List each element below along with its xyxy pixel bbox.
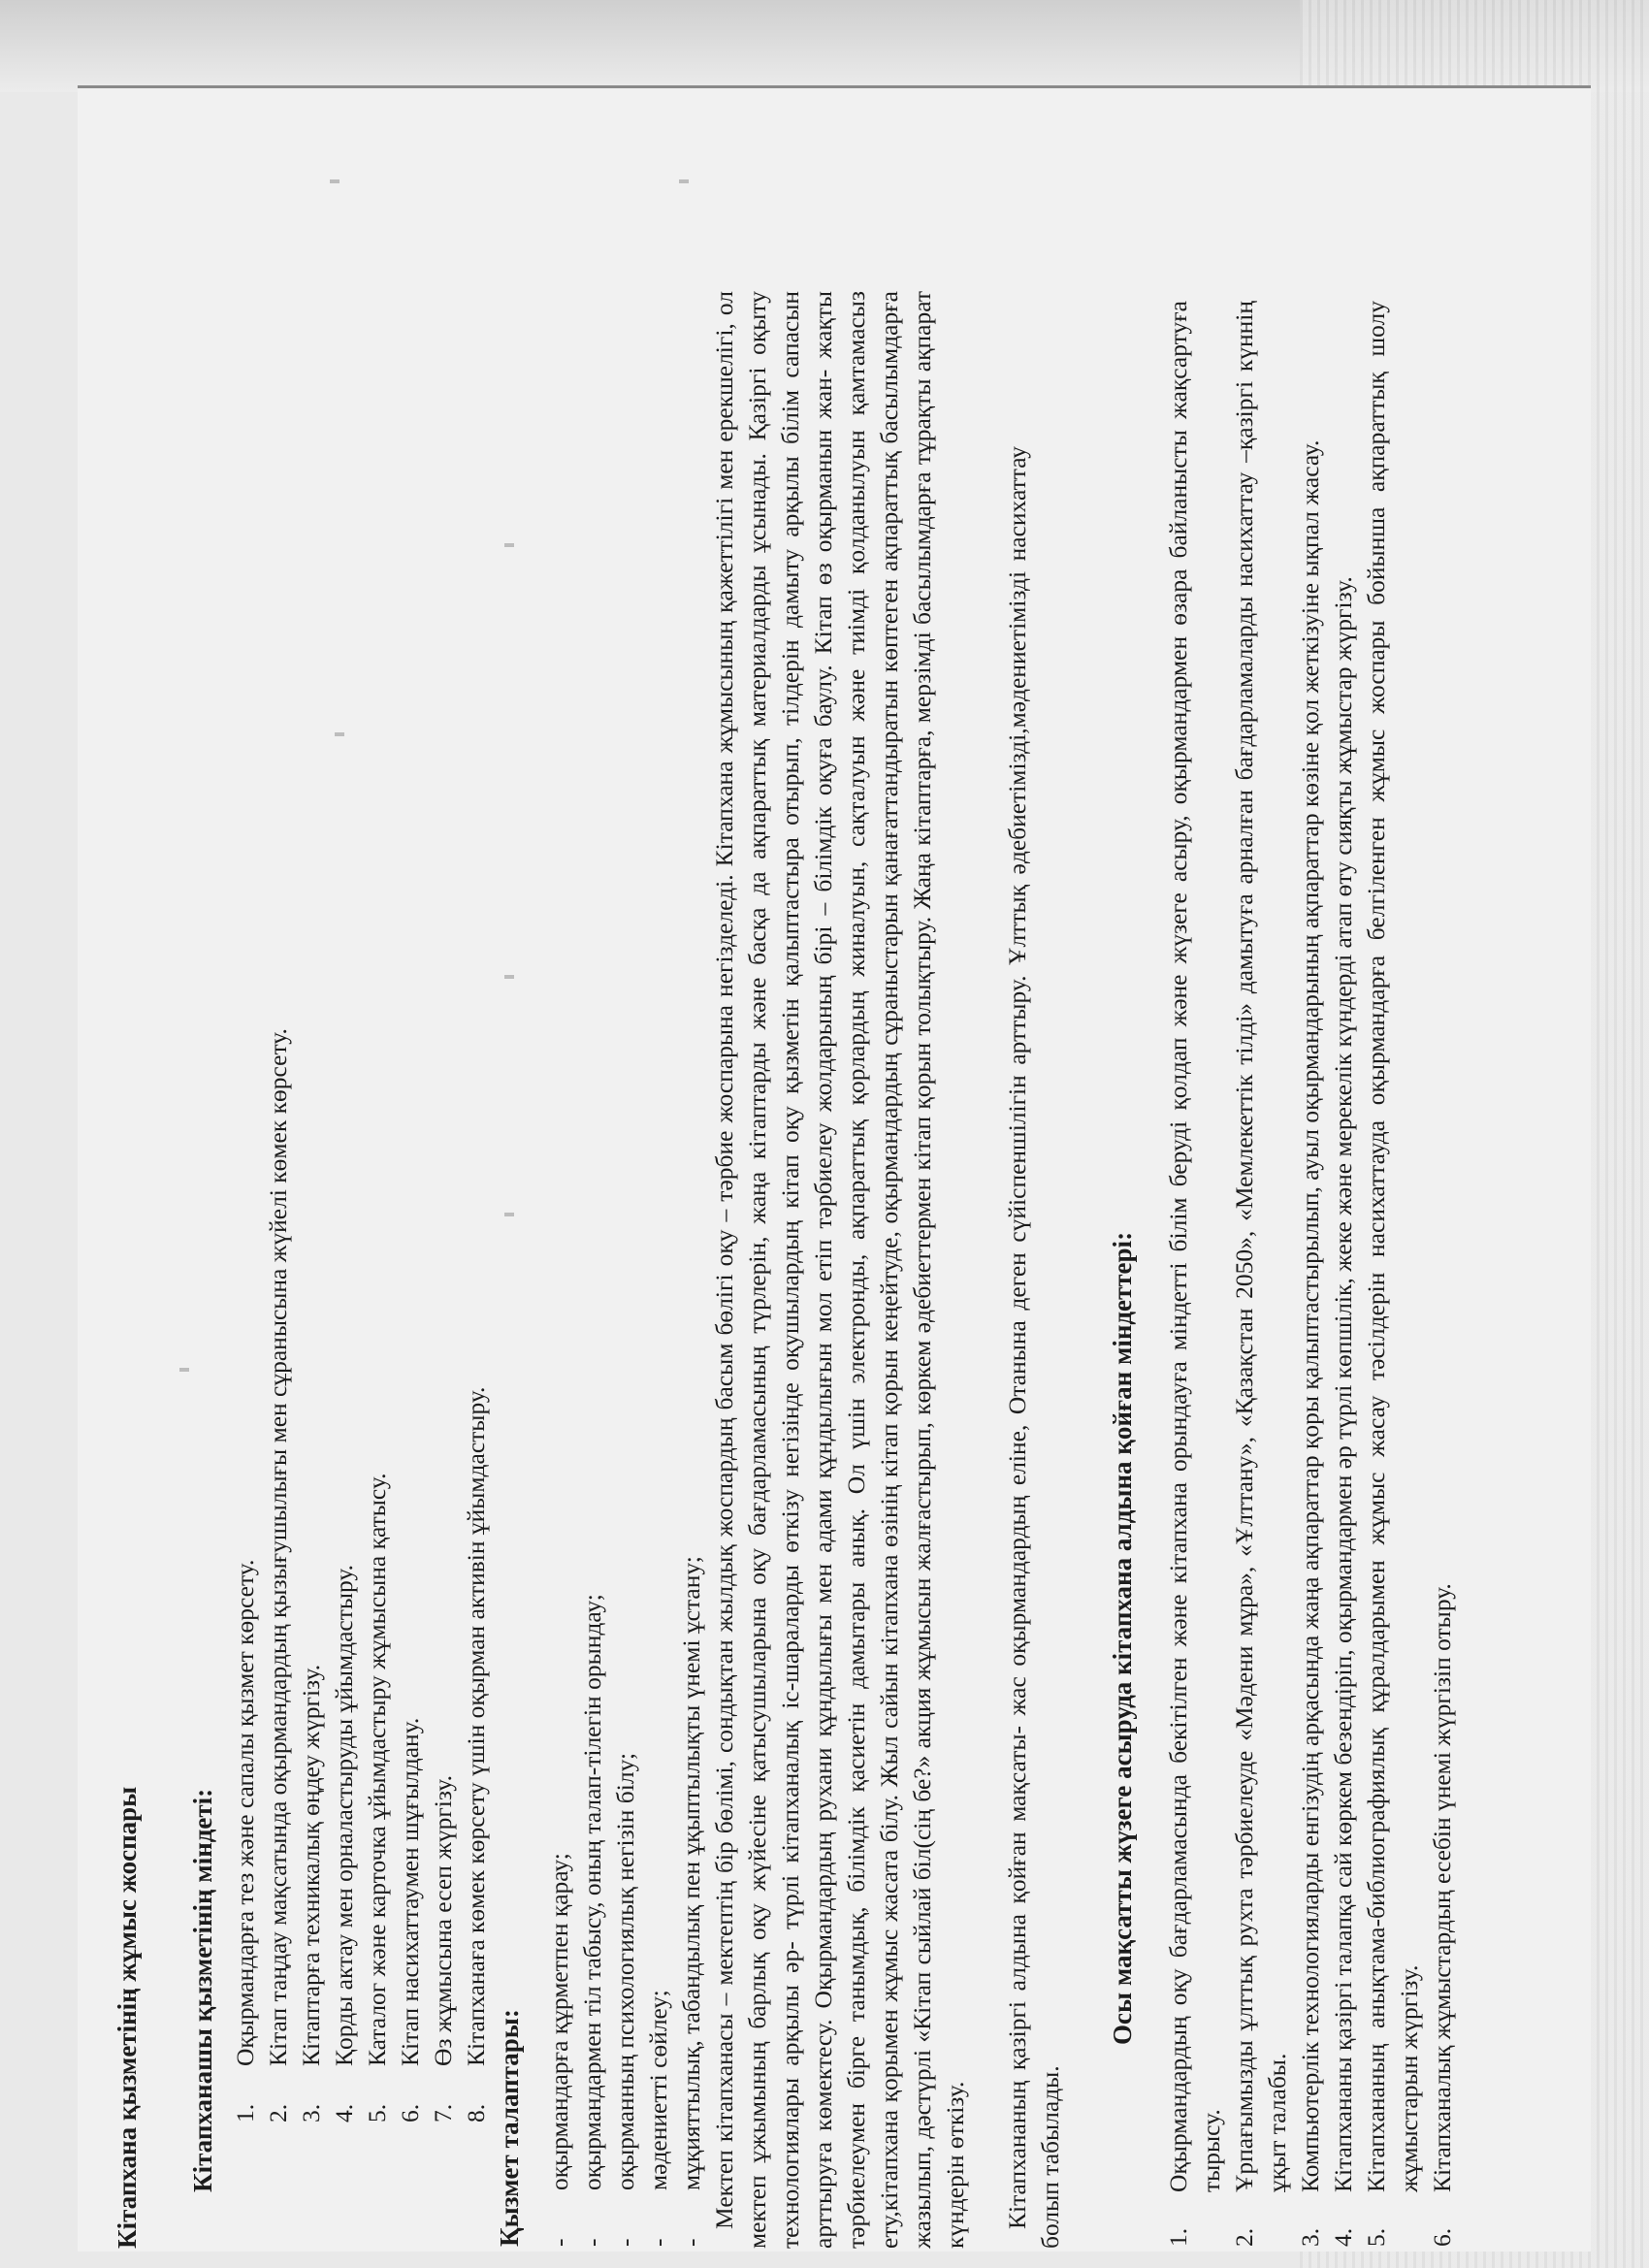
library-goal-paragraph: Кітапхананың қазіргі алдына қойған мақсаты- жас оқырмандардың еліне, Отанына деген сүйіспеншілігін арттыру. Ұлттық әдебиетімізді,мәдениетімізді насихаттау болып табылады. bbox=[1003, 446, 1064, 2249]
item-number: 2. bbox=[1230, 2227, 1258, 2247]
list-item bbox=[262, 78, 295, 2122]
document-title: Кітапхана қызметінің жұмыс жоспары bbox=[113, 1786, 142, 2249]
item-number: 3. bbox=[1296, 2227, 1324, 2247]
rotated-document-body bbox=[97, 78, 1552, 2249]
item-number: 5. bbox=[363, 2103, 391, 2122]
dash-marker: - bbox=[545, 2238, 573, 2247]
list-item bbox=[1162, 301, 1228, 2249]
list-item bbox=[427, 78, 460, 2122]
item-number: 3. bbox=[297, 2103, 325, 2122]
item-text: Кітапхананы қазіргі талапқа сай көркем безендіріп, оқырмандармен әр түрлі көпшілік, жеке және мерекелік күндерді атап өту сияқты жұмыстар жүргізу. bbox=[1329, 576, 1357, 2192]
item-text: оқырманның психологиялық негізін білу; bbox=[611, 1752, 639, 2190]
library-tasks-heading: Осы мақсатты жүзеге асыруда кітапхана алдына қойған міндеттері: bbox=[1108, 1231, 1137, 2045]
list-item bbox=[394, 78, 427, 2122]
item-text: мұқияттылық, табандылық пен ұқыптылықты үнемі ұстану; bbox=[677, 1556, 705, 2190]
item-text: Кітап насихаттаумен шұғылдану. bbox=[396, 1717, 424, 2066]
library-tasks-list bbox=[1162, 78, 1459, 2249]
service-requirements-heading: Қызмет талаптары: bbox=[495, 2009, 524, 2247]
item-number: 2. bbox=[264, 2103, 292, 2122]
list-item bbox=[328, 78, 361, 2122]
list-item bbox=[229, 78, 262, 2122]
list-item bbox=[460, 78, 493, 2122]
list-item bbox=[642, 78, 675, 2247]
librarian-duties-heading: Кітапханашы қызметінің міндеті: bbox=[188, 1788, 217, 2192]
list-item bbox=[675, 78, 708, 2247]
item-text: Компьютерлік технологияларды енгізудің арқасында жаңа ақпараттар қоры қалыптастырылып, ауыл оқырмандарының ақпараттар көзіне қол жеткізуіне ықпал жасау. bbox=[1296, 439, 1324, 2192]
dash-marker: - bbox=[578, 2238, 606, 2247]
item-text: Оқырмандардың оқу бағдарламасында бекітілген және кітапхана орындауға міндетті білім беруді қолдап және жүзеге асыру, оқырмандармен өзара байланысты жақсартуға тырысу. bbox=[1164, 301, 1225, 2192]
item-number: 1. bbox=[1164, 2227, 1192, 2247]
dash-marker: - bbox=[611, 2238, 639, 2247]
list-item bbox=[1294, 301, 1327, 2249]
item-number: 5. bbox=[1362, 2227, 1390, 2247]
item-text: Кітапхананың анықтама-библиографиялық құралдарымен жұмыс жасау тәсілдерін насихаттауда оқырмандарға белгіленген жұмыс жоспары бойынша ақпараттық шолу жұмыстарын жүргізу. bbox=[1362, 301, 1423, 2192]
item-number: 4. bbox=[1329, 2227, 1357, 2247]
item-text: Кітаптарға техникалық өңдеу жүргізу. bbox=[297, 1664, 325, 2066]
service-requirements-list bbox=[543, 78, 708, 2249]
item-number: 6. bbox=[396, 2103, 424, 2122]
list-item bbox=[1426, 301, 1459, 2249]
item-number: 7. bbox=[429, 2103, 457, 2122]
list-item bbox=[576, 78, 609, 2247]
item-number: 6. bbox=[1428, 2227, 1456, 2247]
list-item bbox=[1360, 301, 1426, 2249]
school-library-paragraph: Мектеп кітапханасы – мектептің бір бөлімі, сондықтан жылдық жоспардың басым бөлігі оқу – тәрбие жоспарына негізделеді. Кітапхана жұмысының қажеттілігі мен ерекшелігі, ол мектеп ұжымының барлық оқу жүйесіне қатысушыларына оқу бағдарламасының түрлерін, жаңа кітаптарды және басқа да ақпараттық материалдарды ұсынады. Қазіргі оқыту технологиялары арқылы әр- түрлі кітапханалық іс-шараларды өткізу негізінде оқушылардың кітап оқу қызметін қалыптастыра отырып, тілдерін дамыту арқылы білім сапасын арттыруға көмектесу. Оқырмандардың рухани құндылығы мен адами құндылығын мол етіп тәрбиелеу жолдарының бірі – білімдік оқуға баулу. Кітап өз оқырманын жан- жақты тәрбиелеумен бірге танымдық, білімдік қасиетін дамытары анық. Ол үшін электронды, ақпараттық қорлардың жиналуын, сақталуын және тиімді қолданылуын қамтамасыз ету,кітапхана қорымен жұмыс жасата білу. Жыл сайын кітапхана өзінің кітап қорын кеңейтуде, оқырмандардың сұраныстарын қанағаттандыратын көптеген ақпараттық басылымдарға жазылып, дәстүрлі «Кітап сыйлай біл(сің бе?» акция жұмысын жалғастырып, көркем әдебиеттермен кітап қорын толықтыру. Жаңа кітаптарға, мерзімді басылымдарға тұрақты ақпарат күндерін өткізу. bbox=[710, 291, 969, 2249]
item-text: Оқырмандарға тез және сапалы қызмет көрсету. bbox=[231, 1559, 259, 2066]
item-text: Кітапханаға көмек көрсету үшін оқырман активін ұйымдастыру. bbox=[462, 1386, 490, 2066]
item-text: Каталог және карточка ұйымдастыру жұмысына қатысу. bbox=[363, 1473, 391, 2066]
librarian-duties-list bbox=[229, 78, 493, 2249]
item-number: 4. bbox=[330, 2103, 358, 2122]
dash-marker: - bbox=[644, 2238, 672, 2247]
item-number: 1. bbox=[231, 2103, 259, 2122]
item-text: оқырмандарға құрметпен қарау; bbox=[545, 1853, 573, 2190]
dash-marker: - bbox=[677, 2238, 705, 2247]
item-text: Кітапханалық жұмыстардың есебін үнемі жүргізіп отыру. bbox=[1428, 1583, 1456, 2192]
list-item bbox=[361, 78, 394, 2122]
list-item bbox=[543, 78, 576, 2247]
list-item bbox=[609, 78, 642, 2247]
item-text: оқырмандармен тіл табысу, оның талап-тілегін орындау; bbox=[578, 1594, 606, 2190]
item-number: 8. bbox=[462, 2103, 490, 2122]
item-text: Кітап таңдау мақсатында оқырмандардың қызығушылығы мен сұранысына жүйелі көмек көрсету. bbox=[264, 1028, 292, 2066]
item-text: Өз жұмысына есеп жүргізу. bbox=[429, 1775, 457, 2066]
item-text: Ұрпағымызды ұлттық рухта тәрбиелеуде «Мәдени мұра», «Ұлттану», «Қазақстан 2050», «Мемлекеттік тілді» дамытуға арналған бағдарламаларды насихаттау –қазіргі күннің ұқыт талабы. bbox=[1230, 301, 1291, 2192]
list-item bbox=[1228, 301, 1294, 2249]
list-item bbox=[295, 78, 328, 2122]
item-text: Қорды актау мен орналастыруды ұйымдастыру. bbox=[330, 1564, 358, 2066]
item-text: мәдениетті сөйлеу; bbox=[644, 1990, 672, 2190]
list-item bbox=[1327, 301, 1360, 2249]
